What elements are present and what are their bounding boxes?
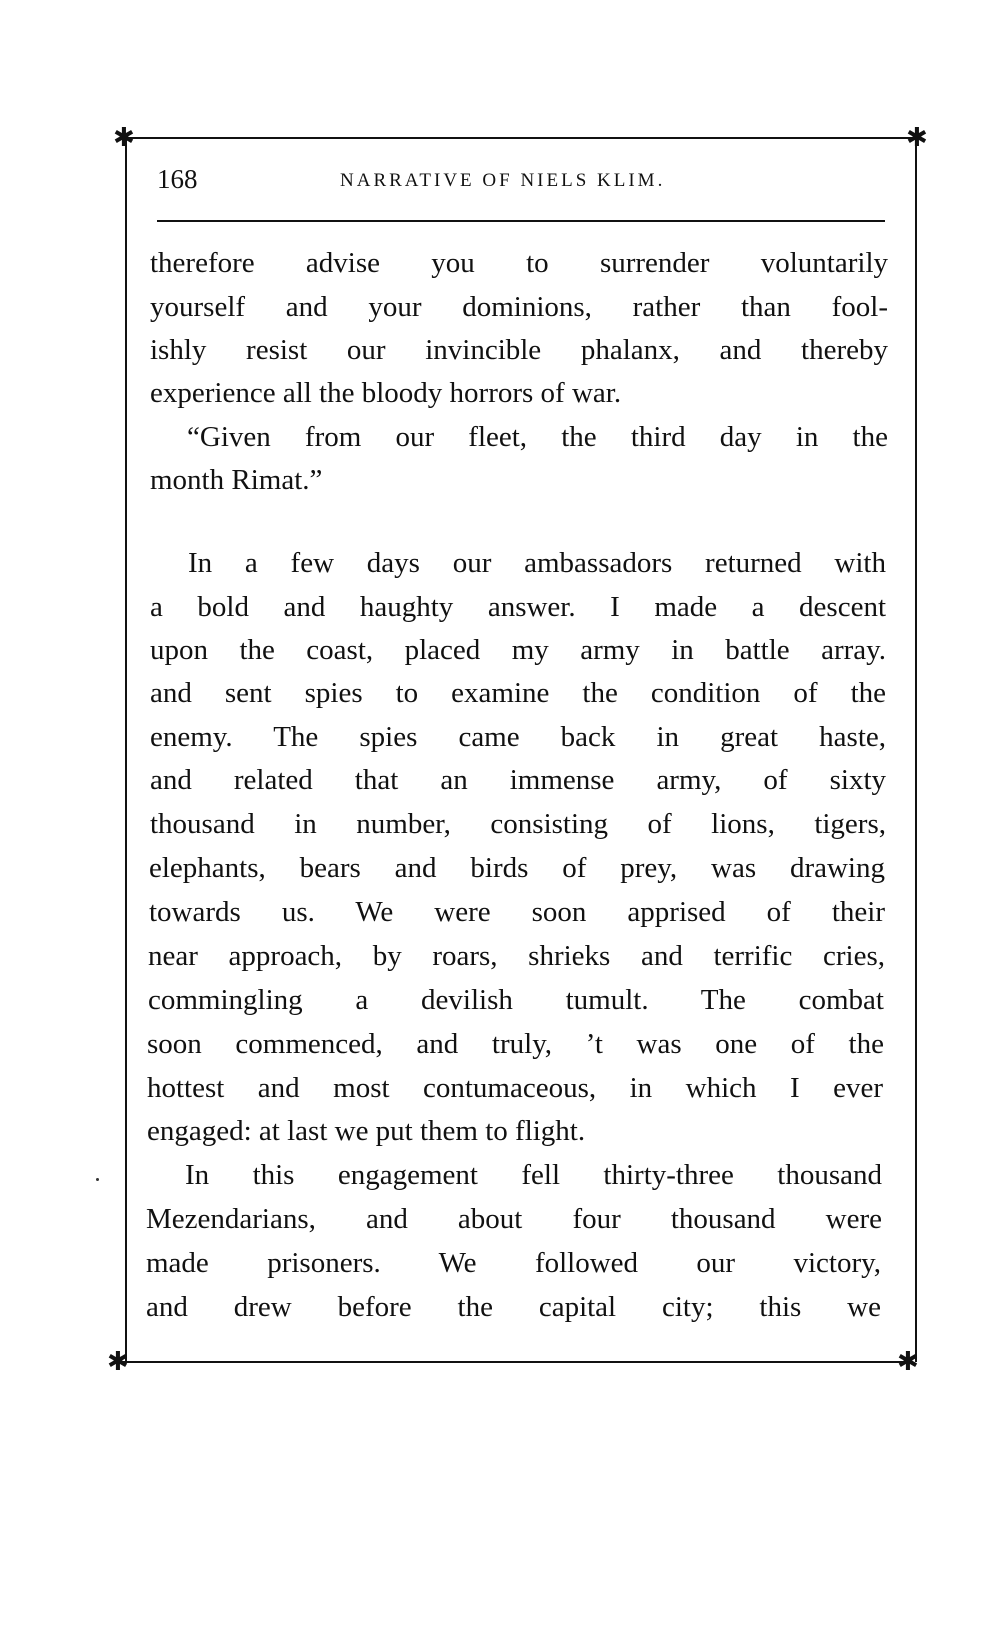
border-right <box>915 137 917 1362</box>
margin-speck <box>96 1178 99 1181</box>
text-line: engaged: at last we put them to flight. <box>147 1115 586 1147</box>
text-line: enemy. The spies came back in great haste, <box>150 721 886 753</box>
header-rule <box>157 220 885 222</box>
text-line: upon the coast, placed my army in battle array. <box>150 634 886 666</box>
text-line: In this engagement fell thirty-three thousand <box>185 1159 882 1191</box>
page-number: 168 <box>157 164 198 194</box>
text-line: In a few days our ambassadors returned with <box>188 547 886 579</box>
text-line: therefore advise you to surrender voluntarily <box>150 247 888 279</box>
text-line: and drew before the capital city; this we <box>146 1291 881 1323</box>
text-line: ishly resist our invincible phalanx, and thereby <box>150 334 888 366</box>
text-line: yourself and your dominions, rather than fool- <box>150 291 888 323</box>
text-line: and related that an immense army, of sixty <box>150 764 886 796</box>
border-left <box>125 137 127 1362</box>
corner-ornament-icon: ✱ <box>897 1347 919 1377</box>
text-line: experience all the bloody horrors of war. <box>150 377 622 409</box>
text-line: hottest and most contumaceous, in which I ever <box>147 1072 883 1104</box>
corner-ornament-icon: ✱ <box>906 123 928 153</box>
text-line: a bold and haughty answer. I made a descent <box>150 591 886 623</box>
text-line: thousand in number, consisting of lions, tigers, <box>150 808 886 840</box>
border-top <box>124 137 918 139</box>
text-line: month Rimat.” <box>150 464 323 496</box>
text-line: “Given from our fleet, the third day in the <box>187 421 888 453</box>
text-line: and sent spies to examine the condition of the <box>150 677 886 709</box>
text-line: soon commenced, and truly, ’t was one of the <box>147 1028 884 1060</box>
text-line: made prisoners. We followed our victory, <box>146 1247 881 1279</box>
running-title: NARRATIVE OF NIELS KLIM. <box>340 170 666 191</box>
text-line: Mezendarians, and about four thousand were <box>146 1203 882 1235</box>
corner-ornament-icon: ✱ <box>113 123 135 153</box>
text-line: elephants, bears and birds of prey, was drawing <box>149 852 885 884</box>
border-bottom <box>118 1361 908 1363</box>
corner-ornament-icon: ✱ <box>107 1347 129 1377</box>
text-line: commingling a devilish tumult. The combat <box>148 984 884 1016</box>
text-line: near approach, by roars, shrieks and terrific cries, <box>148 940 885 972</box>
text-line: towards us. We were soon apprised of their <box>149 896 885 928</box>
